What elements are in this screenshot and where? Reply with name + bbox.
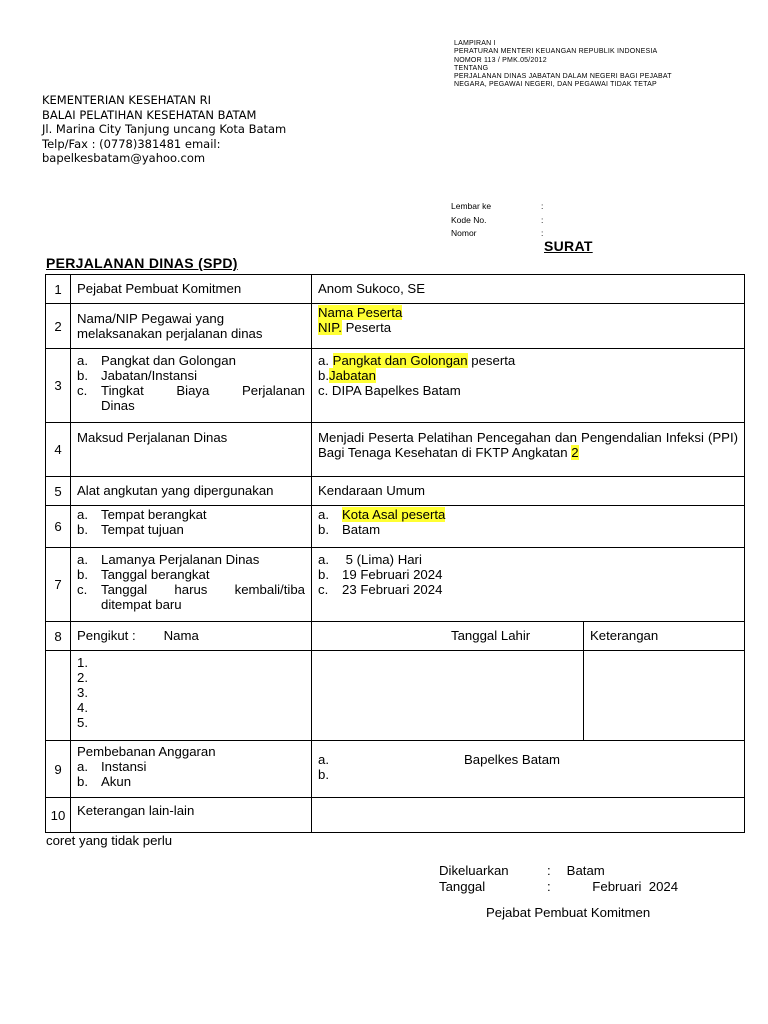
list-item	[318, 567, 738, 582]
lampiran-line: PERATURAN MENTERI KEUANGAN REPUBLIK INDONESIA	[454, 48, 658, 56]
nip-value: Peserta	[341, 320, 392, 335]
table-row	[46, 506, 745, 548]
list-item	[77, 368, 305, 383]
list-item	[318, 507, 738, 522]
followers-birthdate-cell	[312, 651, 584, 741]
kode-label: Kode No.	[451, 214, 487, 225]
list-item: 5.	[77, 715, 88, 730]
lampiran-line: TENTANG	[454, 64, 489, 72]
list-text: Tanggal harus kembali/tiba ditempat baru	[101, 582, 305, 612]
departure-date: 19 Februari 2024	[342, 567, 443, 582]
row-value	[312, 349, 745, 423]
row-value	[312, 798, 745, 833]
column-header-birthdate: Tanggal Lahir	[312, 622, 584, 651]
list-text: Jabatan/Instansi	[101, 368, 198, 383]
row-label: Maksud Perjalanan Dinas	[71, 423, 312, 477]
list-item: 4.	[77, 700, 88, 715]
date-sep: :	[547, 879, 551, 894]
institution-line: BALAI PELATIHAN KESEHATAN BATAM	[42, 107, 257, 122]
institution-line: Telp/Fax : (0778)381481 email:	[42, 136, 221, 151]
row-value	[312, 304, 745, 349]
row-number: 9	[46, 741, 71, 798]
rank-highlight: Pangkat dan Golongan	[332, 353, 468, 368]
list-text: Tingkat Biaya Perjalanan	[101, 383, 305, 398]
row-number: 6	[46, 506, 71, 548]
list-item	[77, 552, 305, 567]
destination-city: Batam	[342, 522, 381, 537]
issue-block	[439, 863, 678, 895]
row-label	[71, 741, 312, 798]
row-number: 2	[46, 304, 71, 349]
purpose-text: Menjadi Peserta Pelatihan Pencegahan dan Pengendalian Infeksi (PPI) Bagi Tenaga Kesehatan di FKTP Angkatan	[318, 430, 738, 460]
strike-note: coret yang tidak perlu	[46, 833, 173, 848]
list-text: Tempat tujuan	[101, 522, 184, 537]
table-row	[46, 651, 745, 741]
list-marker: a.	[77, 507, 88, 522]
list-text: Akun	[101, 774, 132, 789]
list-marker: c.	[77, 582, 88, 597]
list-item	[77, 774, 305, 789]
list-marker	[77, 398, 101, 413]
table-row	[46, 349, 745, 423]
budget-agency: Bapelkes Batam	[464, 752, 561, 767]
issued-label: Dikeluarkan	[439, 863, 509, 878]
list-marker: b.	[318, 567, 329, 582]
table-row	[46, 477, 745, 506]
row-label: Keterangan lain-lain	[71, 798, 312, 833]
list-text: Tanggal berangkat	[101, 567, 210, 582]
list-item	[318, 582, 738, 597]
lampiran-line: PERJALANAN DINAS JABATAN DALAM NEGERI BAGI PEJABAT	[454, 73, 672, 81]
list-item	[77, 759, 305, 774]
list-item	[77, 582, 305, 612]
list-marker: b.	[318, 767, 329, 782]
spd-table	[45, 274, 745, 833]
cost-level: c. DIPA Bapelkes Batam	[318, 383, 461, 398]
row-number: 3	[46, 349, 71, 423]
value-suffix: peserta	[467, 353, 516, 368]
row-label	[71, 349, 312, 423]
institution-line: bapelkesbatam@yahoo.com	[42, 151, 206, 166]
table-row	[46, 548, 745, 622]
row-value	[312, 548, 745, 622]
row-value	[312, 423, 745, 477]
date-label: Tanggal	[439, 879, 486, 894]
list-item: 2.	[77, 670, 88, 685]
row-number	[46, 651, 71, 741]
duration-value: 5 (Lima) Hari	[342, 552, 422, 567]
kode-row	[451, 214, 543, 228]
nomor-row	[451, 227, 543, 241]
row-label: Pejabat Pembuat Komitmen	[71, 275, 312, 304]
column-header-notes: Keterangan	[584, 622, 745, 651]
list-item	[77, 567, 305, 582]
table-row	[46, 304, 745, 349]
row-number: 10	[46, 798, 71, 833]
row-number: 4	[46, 423, 71, 477]
list-item	[77, 353, 305, 368]
kode-sep: :	[541, 214, 544, 225]
list-marker: b.	[77, 567, 88, 582]
nip-label: NIP.	[318, 320, 342, 335]
list-marker: a.	[318, 552, 329, 567]
list-marker: a.	[77, 552, 88, 567]
list-marker: b.	[318, 522, 329, 537]
institution-line: Jl. Marina City Tanjung uncang Kota Batam	[42, 122, 287, 137]
value-prefix: b.	[318, 368, 329, 383]
origin-city: Kota Asal peserta	[342, 507, 446, 522]
row-number: 8	[46, 622, 71, 651]
list-item	[77, 398, 305, 413]
list-item	[318, 522, 738, 537]
table-row	[46, 423, 745, 477]
row-value	[312, 741, 745, 798]
list-marker: c.	[77, 383, 88, 398]
list-text: Tempat berangkat	[101, 507, 207, 522]
row-label	[71, 548, 312, 622]
list-marker: b.	[77, 368, 88, 383]
list-marker: a.	[318, 507, 329, 522]
date-row	[439, 879, 678, 895]
row-number: 5	[46, 477, 71, 506]
list-marker: c.	[318, 582, 329, 597]
followers-list	[71, 651, 312, 741]
institution-header	[42, 93, 286, 166]
list-text: Dinas	[101, 398, 135, 413]
row-label: Nama/NIP Pegawai yang melaksanakan perjalanan dinas	[71, 304, 312, 349]
row-label	[71, 622, 312, 651]
table-row	[46, 741, 745, 798]
list-text: Pangkat dan Golongan	[101, 353, 236, 368]
list-marker: a.	[77, 759, 88, 774]
list-item	[77, 507, 305, 522]
document-title-line2: PERJALANAN DINAS (SPD)	[46, 255, 238, 271]
lembar-sep: :	[541, 201, 544, 211]
issued-date: Februari 2024	[563, 879, 679, 894]
list-text: Instansi	[101, 759, 147, 774]
lembar-label: Lembar ke	[451, 201, 492, 211]
row-value	[312, 506, 745, 548]
lembar-row	[451, 200, 543, 214]
list-marker: b.	[77, 774, 88, 789]
followers-notes-cell	[584, 651, 745, 741]
table-row	[46, 798, 745, 833]
row-label: Alat angkutan yang dipergunakan	[71, 477, 312, 506]
list-item	[318, 552, 738, 567]
row-value: Anom Sukoco, SE	[312, 275, 745, 304]
list-item: 3.	[77, 685, 88, 700]
nomor-sep: :	[541, 228, 544, 238]
participant-name: Nama Peserta	[318, 305, 403, 320]
table-row	[46, 275, 745, 304]
list-marker: a.	[77, 353, 88, 368]
list-text: Lamanya Perjalanan Dinas	[101, 552, 260, 567]
ppk-signature-title: Pejabat Pembuat Komitmen	[486, 905, 651, 920]
lampiran-line: NOMOR 113 / PMK.05/2012	[454, 56, 547, 64]
list-item: 1.	[77, 655, 88, 670]
row-label	[71, 506, 312, 548]
lembar-block	[451, 200, 543, 241]
list-marker: a.	[318, 752, 329, 767]
followers-label: Pengikut :	[77, 628, 136, 643]
lampiran-line: LAMPIRAN I	[454, 40, 496, 47]
return-date: 23 Februari 2024	[342, 582, 443, 597]
budget-label: Pembebanan Anggaran	[77, 744, 216, 759]
list-item	[77, 522, 305, 537]
issued-place: Batam	[563, 863, 605, 878]
list-marker: b.	[77, 522, 88, 537]
lampiran-line: NEGARA, PEGAWAI NEGERI, DAN PEGAWAI TIDAK TETAP	[454, 81, 657, 89]
column-header-name: Nama	[163, 628, 199, 643]
lampiran-block	[454, 40, 672, 90]
issued-row	[439, 863, 678, 879]
institution-line: KEMENTERIAN KESEHATAN RI	[42, 93, 212, 107]
nomor-label: Nomor	[451, 228, 477, 238]
table-row	[46, 622, 745, 651]
list-item	[77, 383, 305, 398]
issued-sep: :	[547, 863, 551, 878]
row-value: Kendaraan Umum	[312, 477, 745, 506]
document-title-line1: SURAT	[544, 238, 593, 254]
row-number: 7	[46, 548, 71, 622]
row-number: 1	[46, 275, 71, 304]
position-highlight: Jabatan	[329, 368, 376, 383]
batch-number: 2	[571, 445, 579, 460]
value-prefix: a.	[318, 353, 333, 368]
